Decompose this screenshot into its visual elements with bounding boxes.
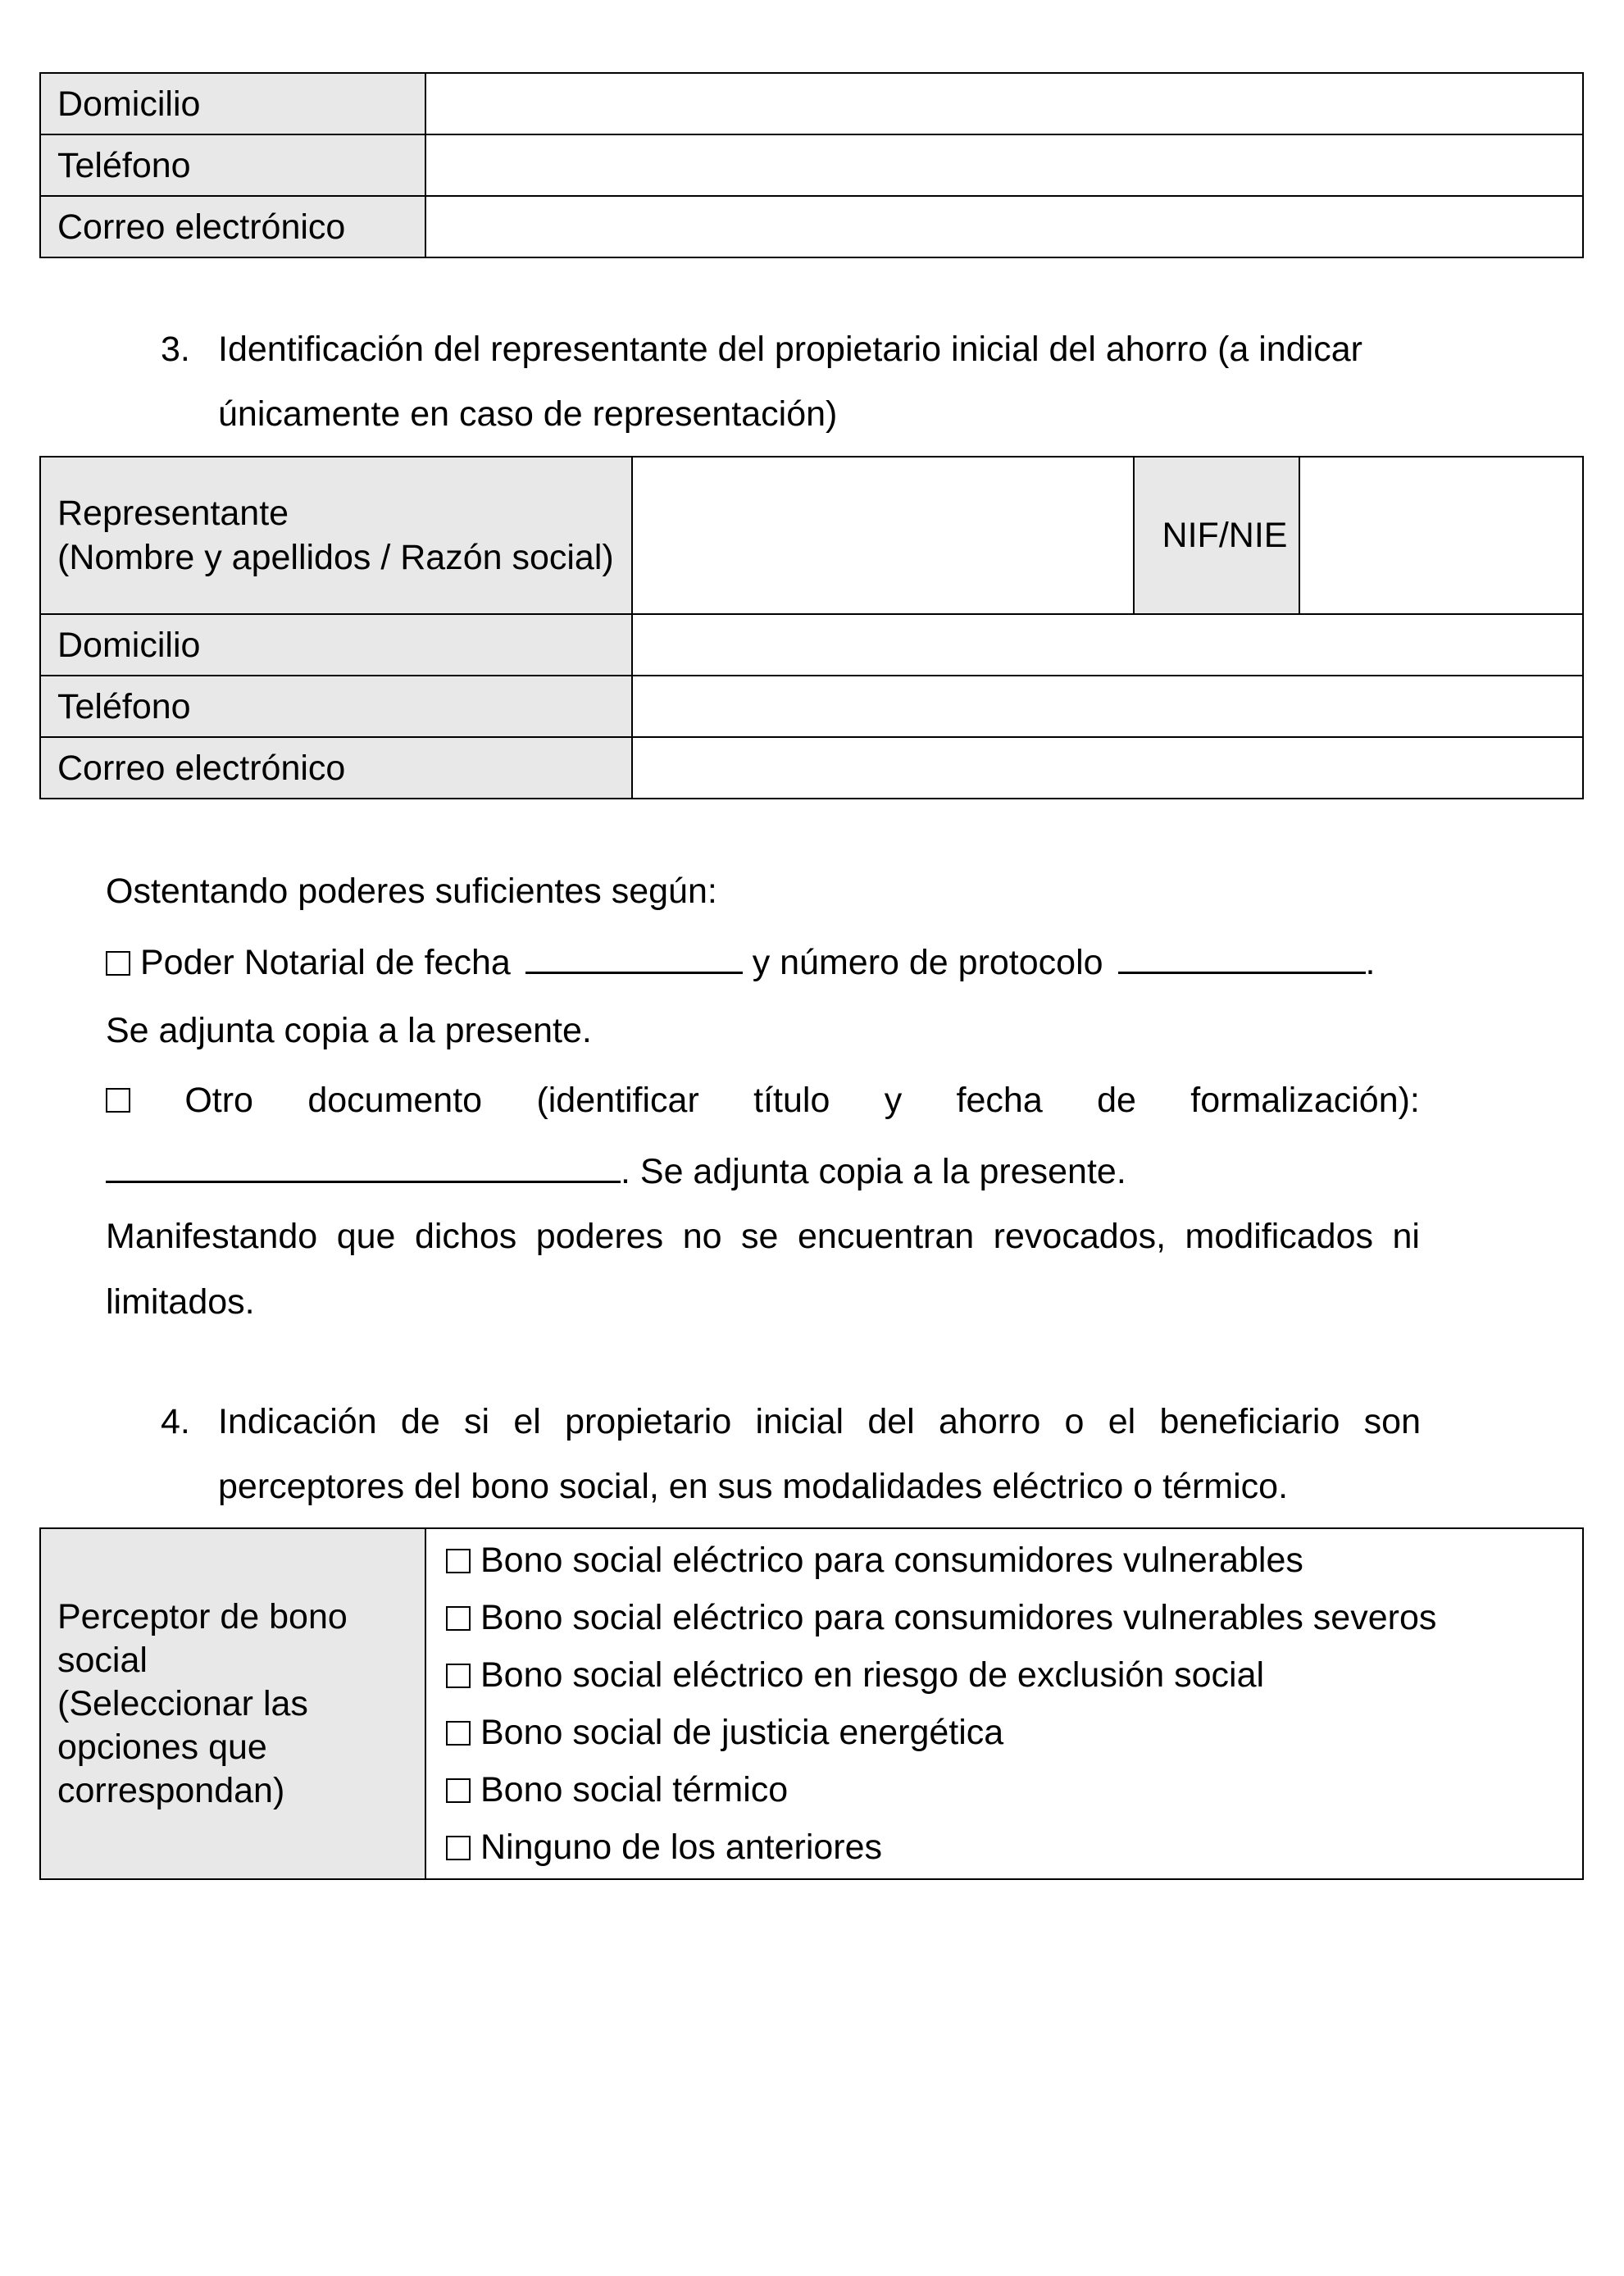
bono-option[interactable]: [443, 1532, 1582, 1589]
email-label: Correo electrónico: [40, 196, 425, 257]
section-text: Identificación del representante del propietario inicial del ahorro (a indicar únicamente en caso de representación): [218, 330, 1362, 434]
email-field[interactable]: [425, 196, 1583, 257]
table-row: [40, 134, 1583, 196]
phone-label: Teléfono: [40, 134, 425, 196]
bono-option[interactable]: [443, 1646, 1582, 1704]
phone-field[interactable]: [425, 134, 1583, 196]
checkbox[interactable]: [446, 1836, 471, 1860]
nif-label: NIF/NIE: [1134, 457, 1299, 614]
section-text: Indicación de si el propietario inicial del ahorro o el beneficiario son perceptores del bono social, en sus modalidades eléctrico o térmico.: [218, 1402, 1421, 1506]
bono-option[interactable]: [443, 1761, 1582, 1819]
option-label: Ninguno de los anteriores: [480, 1828, 883, 1867]
other-document-word: documento: [307, 1081, 483, 1120]
bono-social-label-hint: (Seleccionar las opciones que correspondan): [57, 1683, 308, 1810]
table-row: [40, 457, 1583, 614]
other-document-word: título: [753, 1081, 830, 1120]
section-3-heading: [161, 317, 1421, 447]
email-label: Correo electrónico: [40, 737, 632, 799]
bono-option[interactable]: [443, 1704, 1582, 1761]
phone-field[interactable]: [632, 676, 1583, 737]
attach-note: Se adjunta copia a la presente.: [106, 1011, 592, 1050]
other-document-option: [106, 1078, 1420, 1123]
other-document-word: de: [1097, 1081, 1136, 1120]
notarial-power-option: [106, 939, 1420, 986]
section-number: 3.: [161, 330, 190, 369]
sentence-end: .: [1365, 943, 1376, 982]
notarial-date-blank[interactable]: [525, 939, 743, 974]
phone-label: Teléfono: [40, 676, 632, 737]
notarial-power-checkbox[interactable]: [106, 951, 130, 976]
other-document-line: [106, 1148, 1420, 1195]
address-label: Domicilio: [40, 73, 425, 134]
address-field[interactable]: [632, 614, 1583, 676]
checkbox[interactable]: [446, 1721, 471, 1746]
other-document-word: formalización):: [1190, 1081, 1420, 1120]
nif-field[interactable]: [1299, 457, 1583, 614]
email-field[interactable]: [632, 737, 1583, 799]
address-field[interactable]: [425, 73, 1583, 134]
contact-table: [39, 72, 1584, 258]
address-label: Domicilio: [40, 614, 632, 676]
checkbox[interactable]: [446, 1778, 471, 1803]
other-document-word: (identificar: [536, 1081, 699, 1120]
bono-option[interactable]: [443, 1819, 1582, 1876]
section-4-heading: [161, 1390, 1421, 1519]
other-document-blank[interactable]: [106, 1148, 621, 1183]
option-label: Bono social de justicia energética: [480, 1713, 1004, 1752]
other-document-word: y: [884, 1081, 903, 1120]
checkbox[interactable]: [446, 1549, 471, 1573]
bono-social-label-title: Perceptor de bono social: [57, 1596, 348, 1680]
other-document-suffix: . Se adjunta copia a la presente.: [621, 1152, 1126, 1191]
other-document-word: Otro: [184, 1081, 253, 1120]
option-label: Bono social eléctrico para consumidores vulnerables severos: [480, 1598, 1437, 1637]
checkbox[interactable]: [446, 1606, 471, 1631]
bono-social-table: [39, 1527, 1584, 1880]
protocol-number-blank[interactable]: [1118, 939, 1366, 974]
table-row: [40, 196, 1583, 257]
representative-label-title: Representante: [57, 494, 289, 533]
representative-label-detail: (Nombre y apellidos / Razón social): [57, 538, 614, 577]
powers-declaration: Manifestando que dichos poderes no se encuentran revocados, modificados ni limitados.: [106, 1217, 1420, 1322]
bono-social-label: [40, 1528, 425, 1879]
protocol-number-text: y número de protocolo: [752, 943, 1103, 982]
representative-name-field[interactable]: [632, 457, 1134, 614]
powers-intro: Ostentando poderes suficientes según:: [106, 872, 717, 911]
table-row: [40, 1528, 1583, 1879]
notarial-power-text: Poder Notarial de fecha: [140, 943, 511, 982]
other-document-word: fecha: [956, 1081, 1043, 1120]
representative-label: [40, 457, 632, 614]
section-number: 4.: [161, 1402, 190, 1441]
table-row: [40, 676, 1583, 737]
bono-option[interactable]: [443, 1589, 1582, 1646]
option-label: Bono social eléctrico en riesgo de exclusión social: [480, 1655, 1265, 1695]
bono-social-options: [425, 1528, 1583, 1879]
other-document-checkbox[interactable]: [106, 1088, 130, 1113]
representative-table: [39, 456, 1584, 799]
checkbox[interactable]: [446, 1664, 471, 1688]
table-row: [40, 614, 1583, 676]
table-row: [40, 737, 1583, 799]
option-label: Bono social térmico: [480, 1770, 789, 1809]
option-label: Bono social eléctrico para consumidores vulnerables: [480, 1541, 1303, 1580]
table-row: [40, 73, 1583, 134]
